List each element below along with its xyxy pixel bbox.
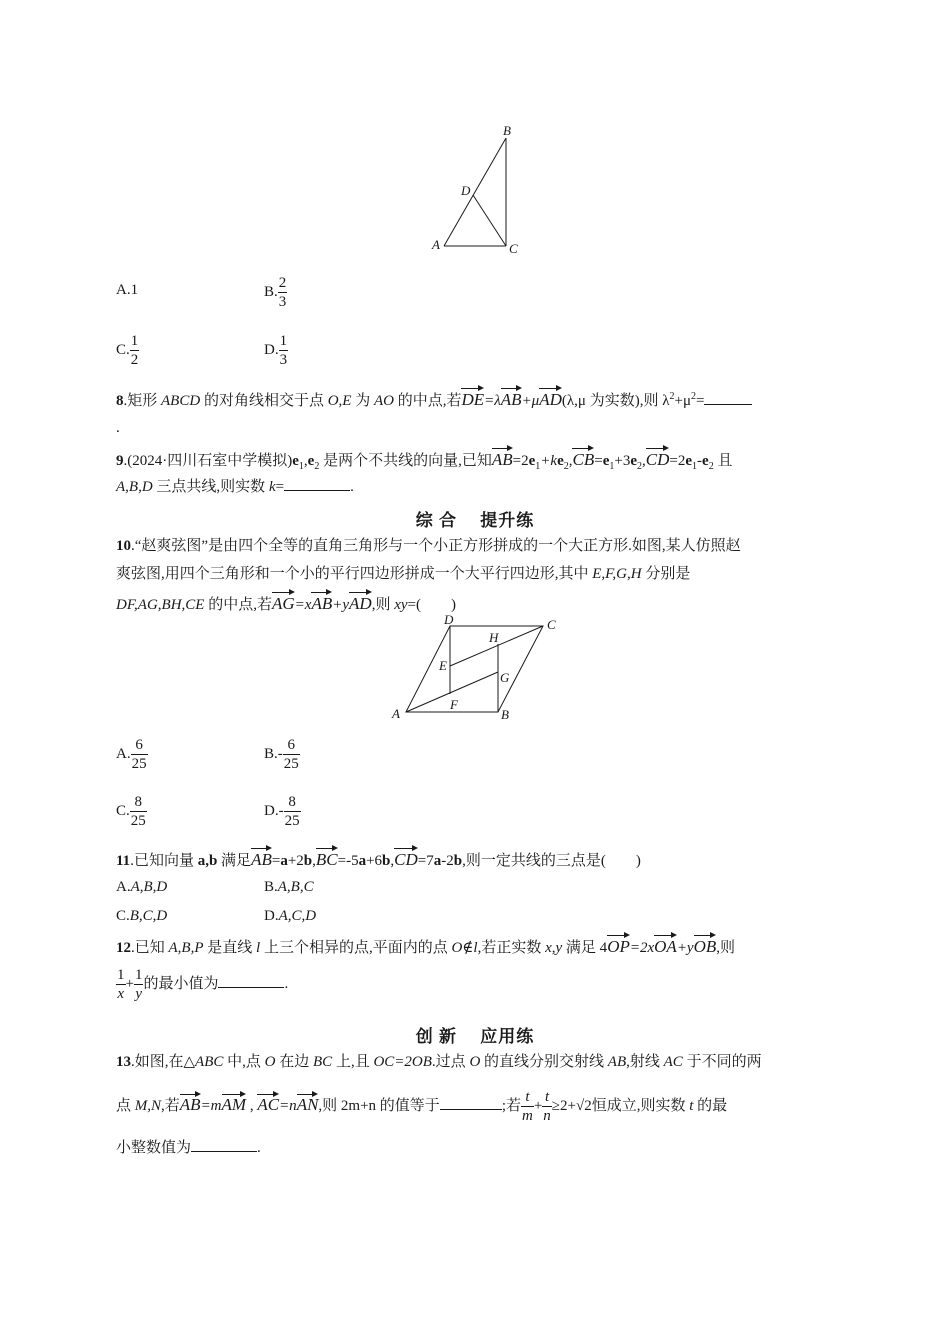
segment-dc [473,195,506,246]
q10-option-c[interactable]: C. $\frac{8}{25}$ [116,794,146,829]
question-13-line2: 点 M,N,若AB=mAM , AC=nAN,则 2m+n 的值等于 ;若 $\frac{t}{m}$ + $\frac{t}{n}$ ≥2+√2恒成立,则实数 t 的最 [116,1089,728,1124]
q11-option-d[interactable]: D.A,C,D [264,908,317,924]
figure-parallelogram [388,612,568,724]
q11-option-c[interactable]: C.B,C,D [116,908,168,924]
vector-ab: AB [501,386,522,410]
fraction: $\frac{2}{3}$ [278,275,287,310]
q10-option-a[interactable]: A. $\frac{6}{25}$ [116,737,147,772]
q7-option-b[interactable]: B. $\frac{2}{3}$ [264,275,287,310]
fraction: $\frac{1}{3}$ [279,333,288,368]
section-title-innovation: 创 新 应用练 [415,1027,535,1046]
question-13-line3: 小整数值为 . [116,1140,261,1156]
q7-option-c[interactable]: C. $\frac{1}{2}$ [116,333,139,368]
question-10-line3: DF,AG,BH,CE 的中点,若AG=xAB+yAD,则 xy=( ) [116,590,456,615]
segment-ab [444,138,506,246]
q10-option-b[interactable]: B.- $\frac{6}{25}$ [264,737,299,772]
question-12-line2: $\frac{1}{x}$ + $\frac{1}{y}$ 的最小值为 . [117,967,289,1002]
label-c: C [509,241,518,256]
question-10: 10.“赵爽弦图”是由四个全等的直角三角形与一个小正方形拼成的一个大正方形.如图,某人仿照赵 [116,538,741,554]
q7-option-a[interactable]: A.1 [116,282,139,298]
svg-text:E: E [439,658,447,673]
question-8: 8.矩形 ABCD 的对角线相交于点 O,E 为 AO 的中点,若DE=λAB+μAD(λ,μ 为实数),则 $\lambda^2+\mu^2=$ [116,386,752,411]
answer-blank[interactable] [218,986,284,988]
svg-text:H: H [489,630,499,645]
answer-blank[interactable] [284,489,350,491]
answer-blank[interactable] [704,403,752,405]
parallelogram-abcd [406,626,543,712]
q8-period: . [116,420,120,436]
q11-option-b[interactable]: B.A,B,C [264,879,314,895]
vector-ad: AD [539,386,562,410]
question-10-line2: 爽弦图,用四个三角形和一个小的平行四边形拼成一个大平行四边形,其中 E,F,G,H 分别是 [116,566,691,582]
answer-blank[interactable] [440,1108,502,1110]
label-d: D [461,183,471,198]
question-13: 13.如图,在△ABC 中,点 O 在边 BC 上,且 OC=2OB.过点 O 的直线分别交射线 AB,射线 AC 于不同的两 [116,1054,762,1070]
svg-text:G: G [500,670,510,685]
q11-option-a[interactable]: A.A,B,D [116,879,168,895]
svg-text:D: D [444,612,454,627]
fraction: $\frac{1}{2}$ [130,333,139,368]
figure-triangle-abc [426,122,526,258]
question-9-line2: A,B,D 三点共线,则实数 k= . [116,479,354,495]
svg-text:B: B [501,707,509,722]
section-title-comprehensive: 综 合 提升练 [415,511,535,530]
label-a: A [432,237,440,252]
question-9: 9.(2024·四川石室中学模拟)$e_1,e_2$ 是两个不共线的向量,已知$AB=2e_1+ke_2,CB=e_1+3e_2,CD=2e_1-e_2$ 且 [116,446,732,477]
label-b: B [503,123,511,138]
svg-text:F: F [450,697,458,712]
q10-option-d[interactable]: D.- $\frac{8}{25}$ [264,794,300,829]
question-11: 11.已知向量 a,b 满足AB=a+2b,BC=-5a+6b,CD=7a-2b,则一定共线的三点是( ) [116,846,641,871]
vector-de: DE [461,386,484,410]
svg-text:C: C [547,617,556,632]
q7-option-d[interactable]: D. $\frac{1}{3}$ [264,333,288,368]
question-12: 12.已知 A,B,P 是直线 l 上三个相异的点,平面内的点 O∉l,若正实数 x,y 满足 4OP=2xOA+yOB,则 [116,933,735,958]
svg-text:A: A [392,706,400,721]
answer-blank[interactable] [191,1150,257,1152]
